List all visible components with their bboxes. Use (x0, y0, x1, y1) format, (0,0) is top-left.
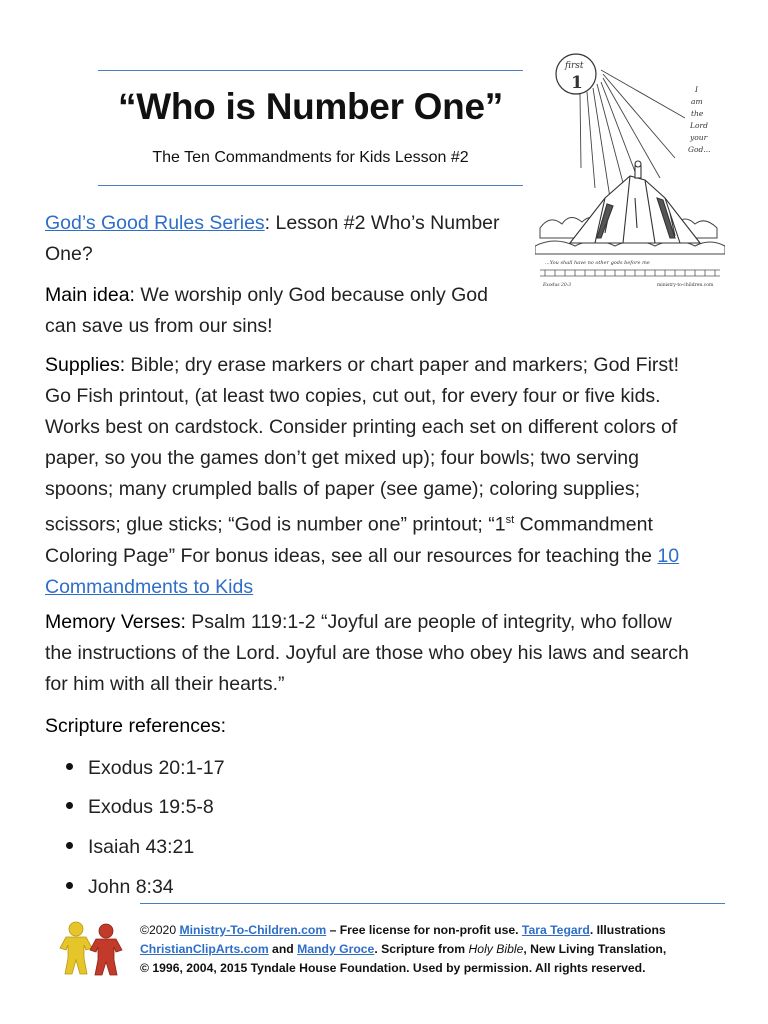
supplies-text: Coloring Page” For bonus ideas, see all our resources for teaching the (45, 544, 658, 567)
author-link[interactable]: Tara Tegard (521, 923, 590, 937)
footer-credits (140, 921, 730, 978)
memory-verses-text: Psalm 119:1-2 “Joyful are people of integrity, who follow (185, 611, 672, 633)
ministry-link[interactable]: Ministry-To-Children.com (179, 923, 327, 937)
mountain-illustration (535, 48, 725, 298)
illustration-caption-ref: Exodus 20:3 (543, 283, 572, 288)
artist-link[interactable]: Mandy Groce (297, 942, 375, 956)
supplies-text: Go Fish printout, (at least two copies, cut out, for every four or five kids. (45, 385, 661, 407)
illustration-website: ministry-to-children.com (657, 283, 714, 288)
commandments-link[interactable]: Commandments to Kids (45, 575, 254, 598)
scripture-from-text: . Scripture from (374, 942, 469, 956)
bullet-icon (66, 802, 73, 809)
supplies-text: Commandment (514, 513, 653, 536)
and-text: and (268, 942, 298, 956)
memory-verses-paragraph (45, 607, 745, 700)
supplies-text: paper, so you the games don’t get mixed up); four bowls; two serving (45, 447, 639, 469)
main-idea-line2: can save us from our sins! (45, 315, 273, 337)
scripture-heading: Scripture references: (45, 715, 226, 737)
mountain (570, 161, 700, 243)
main-idea-line1: We worship only God because only God (134, 284, 488, 306)
scripture-item (66, 875, 174, 899)
crowd (540, 270, 720, 276)
scripture-item-text: Exodus 20:1-17 (88, 757, 225, 779)
memory-verses-label: Memory Verses: (45, 611, 186, 633)
main-idea-paragraph (45, 280, 525, 342)
side-verse (688, 85, 710, 154)
header-top-rule (98, 70, 523, 71)
side-word: the (691, 109, 704, 118)
bullet-icon (66, 842, 73, 849)
side-word: am (691, 97, 703, 106)
series-paragraph (45, 208, 515, 270)
memory-verses-text: for him with all their hearts.” (45, 673, 285, 695)
page-title: “Who is Number One” (118, 86, 503, 127)
scripture-item-text: Isaiah 43:21 (88, 836, 195, 858)
supplies-text: spoons; many crumpled balls of paper (see game); coloring supplies; (45, 478, 641, 500)
supplies-text: Works best on cardstock. Consider printing each set on different colors of (45, 416, 678, 438)
license-text: – Free license for non-profit use. (326, 923, 522, 937)
side-word: your (690, 133, 708, 142)
series-link[interactable]: God’s Good Rules Series (45, 212, 265, 234)
supplies-text: Bible; dry erase markers or chart paper and markers; God First! (125, 354, 679, 376)
bullet-icon (66, 763, 73, 770)
scripture-item (66, 835, 194, 859)
side-word: I (695, 85, 698, 94)
red-figure (90, 924, 122, 975)
illustration-caption: ...You shall have no other gods before me (545, 260, 650, 266)
header-bottom-rule (98, 185, 523, 186)
superscript-st: st (505, 514, 515, 526)
translation-text: , New Living Translation, (523, 942, 667, 956)
side-word: Lord (690, 121, 708, 130)
badge-numeral: 1 (571, 73, 583, 93)
page-subtitle: The Ten Commandments for Kids Lesson #2 (152, 149, 469, 166)
supplies-paragraph (45, 350, 745, 603)
supplies-text: scissors; glue sticks; “God is number one” printout; “1 (45, 513, 506, 536)
main-idea-label: Main idea: (45, 284, 135, 306)
footer-rule (140, 903, 725, 904)
tyndale-notice: © 1996, 2004, 2015 Tyndale House Foundation. Used by permission. All rights reserved. (140, 961, 646, 975)
bullet-icon (66, 882, 73, 889)
clipart-link[interactable]: ChristianClipArts.com (140, 942, 269, 956)
series-rest: : Lesson #2 Who’s Number (264, 212, 500, 234)
scripture-item-text: John 8:34 (88, 876, 174, 898)
series-line2: One? (45, 243, 93, 265)
illustrations-text: . Illustrations (589, 923, 666, 937)
side-word: God... (688, 145, 711, 154)
scripture-item-text: Exodus 19:5-8 (88, 796, 214, 818)
scripture-item (66, 795, 214, 819)
supplies-label: Supplies: (45, 354, 126, 376)
commandments-link[interactable]: 10 (657, 544, 680, 567)
yellow-figure (60, 922, 92, 974)
scripture-item (66, 756, 225, 780)
children-logo-icon (56, 920, 128, 976)
badge-text: first (565, 61, 584, 71)
bible-title: Holy Bible (468, 942, 524, 956)
memory-verses-text: the instructions of the Lord. Joyful are those who obey his laws and search (45, 642, 689, 664)
copyright-text: ©2020 (140, 923, 180, 937)
